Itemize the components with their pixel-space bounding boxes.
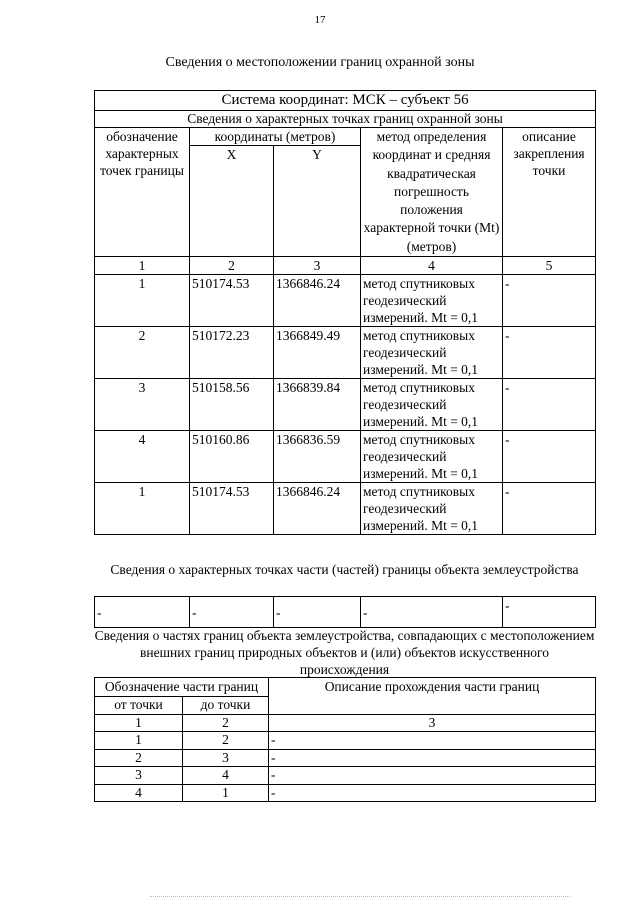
point-cell: 1 bbox=[95, 275, 190, 327]
y-cell: 1366839.84 bbox=[274, 379, 361, 431]
table-row bbox=[95, 767, 596, 785]
boundary-points-table bbox=[94, 90, 596, 535]
x-cell: 510174.53 bbox=[190, 275, 274, 327]
empty-cell: - bbox=[274, 597, 361, 628]
table-row bbox=[95, 732, 596, 750]
desc-cell: - bbox=[503, 431, 596, 483]
method-cell: метод спутниковых геодезический измерений. Mt = 0,1 bbox=[361, 327, 503, 379]
desc-cell: - bbox=[269, 732, 596, 750]
col-number: 1 bbox=[95, 714, 183, 732]
y-cell: 1366846.24 bbox=[274, 483, 361, 535]
page-number: 17 bbox=[314, 14, 326, 26]
y-cell: 1366836.59 bbox=[274, 431, 361, 483]
table-row bbox=[95, 483, 596, 535]
method-cell: метод спутниковых геодезический измерений. Mt = 0,1 bbox=[361, 379, 503, 431]
desc-cell: - bbox=[503, 275, 596, 327]
point-cell: 3 bbox=[95, 379, 190, 431]
header-coordinates: координаты (метров) bbox=[190, 128, 361, 146]
col-number: 1 bbox=[95, 257, 190, 275]
method-cell: метод спутниковых геодезический измерений. Mt = 0,1 bbox=[361, 483, 503, 535]
empty-cell: - bbox=[503, 597, 596, 628]
table-row bbox=[95, 379, 596, 431]
table-row bbox=[95, 327, 596, 379]
part-points-table bbox=[94, 596, 596, 628]
header-from-point: от точки bbox=[95, 697, 183, 715]
col-number: 2 bbox=[183, 714, 269, 732]
point-cell: 1 bbox=[95, 483, 190, 535]
table-row bbox=[95, 275, 596, 327]
header-part-designation: Обозначение части границ bbox=[95, 678, 269, 697]
from-cell: 2 bbox=[95, 749, 183, 767]
col-number: 5 bbox=[503, 257, 596, 275]
table-row bbox=[95, 749, 596, 767]
y-cell: 1366846.24 bbox=[274, 275, 361, 327]
header-x: X bbox=[190, 146, 274, 257]
x-cell: 510160.86 bbox=[190, 431, 274, 483]
to-cell: 2 bbox=[183, 732, 269, 750]
desc-cell: - bbox=[503, 483, 596, 535]
header-y: Y bbox=[274, 146, 361, 257]
method-cell: метод спутниковых геодезический измерений. Mt = 0,1 bbox=[361, 431, 503, 483]
col-number: 4 bbox=[361, 257, 503, 275]
desc-cell: - bbox=[269, 767, 596, 785]
section-heading: Сведения о характерных точках границ охранной зоны bbox=[95, 111, 596, 128]
to-cell: 1 bbox=[183, 784, 269, 802]
x-cell: 510174.53 bbox=[190, 483, 274, 535]
x-cell: 510172.23 bbox=[190, 327, 274, 379]
col-number: 3 bbox=[269, 714, 596, 732]
empty-cell: - bbox=[361, 597, 503, 628]
section2-caption: Сведения о характерных точках части (частей) границы объекта землеустройства bbox=[110, 562, 579, 577]
empty-cell: - bbox=[190, 597, 274, 628]
section3-caption: Сведения о частях границ объекта землеустройства, совпадающих с местоположением внешних границ природных объектов и (или) объектов искусственного происхождения bbox=[94, 628, 595, 677]
coordinate-system: Система координат: МСК – субъект 56 bbox=[95, 91, 596, 111]
table-row bbox=[95, 784, 596, 802]
boundary-parts-table bbox=[94, 677, 596, 802]
point-cell: 4 bbox=[95, 431, 190, 483]
desc-cell: - bbox=[269, 784, 596, 802]
method-cell: метод спутниковых геодезический измерений. Mt = 0,1 bbox=[361, 275, 503, 327]
col-number: 2 bbox=[190, 257, 274, 275]
col-number: 3 bbox=[274, 257, 361, 275]
from-cell: 1 bbox=[95, 732, 183, 750]
scan-artifact bbox=[150, 896, 570, 901]
header-method: метод определения координат и средняя квадратическая погрешность положения характерной точки (Mt) (метров) bbox=[361, 128, 503, 257]
header-part-description: Описание прохождения части границ bbox=[269, 678, 596, 715]
from-cell: 3 bbox=[95, 767, 183, 785]
header-fixing-description: описание закрепления точки bbox=[503, 128, 596, 257]
empty-cell: - bbox=[95, 597, 190, 628]
x-cell: 510158.56 bbox=[190, 379, 274, 431]
y-cell: 1366849.49 bbox=[274, 327, 361, 379]
to-cell: 3 bbox=[183, 749, 269, 767]
header-point-designation: обозначение характерных точек границы bbox=[95, 128, 190, 257]
desc-cell: - bbox=[503, 379, 596, 431]
desc-cell: - bbox=[503, 327, 596, 379]
header-to-point: до точки bbox=[183, 697, 269, 715]
desc-cell: - bbox=[269, 749, 596, 767]
point-cell: 2 bbox=[95, 327, 190, 379]
from-cell: 4 bbox=[95, 784, 183, 802]
table-row bbox=[95, 431, 596, 483]
to-cell: 4 bbox=[183, 767, 269, 785]
document-title: Сведения о местоположении границ охранной зоны bbox=[165, 55, 475, 70]
